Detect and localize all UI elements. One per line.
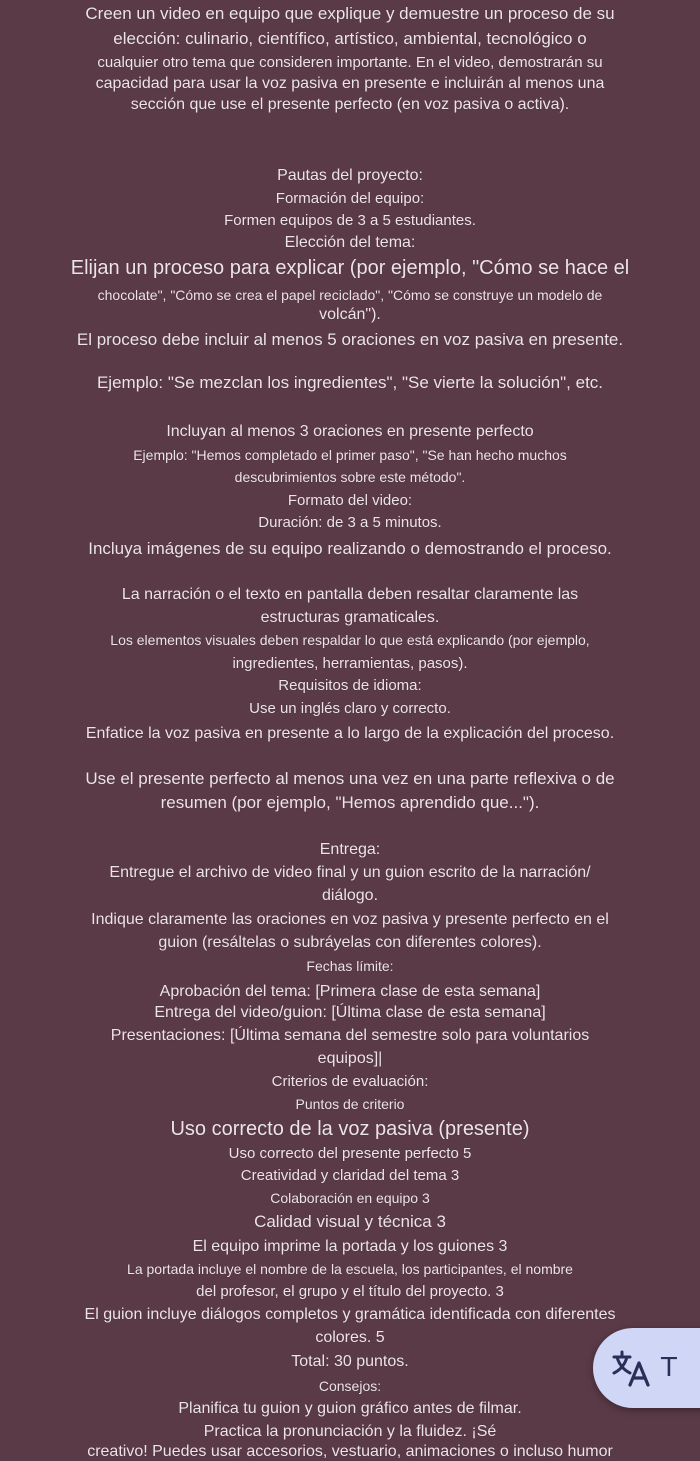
text-line: del profesor, el grupo y el título del proyecto. 3	[196, 1283, 504, 1300]
text-line: La portada incluye el nombre de la escuela, los participantes, el nombre	[127, 1261, 573, 1277]
text-line: volcán").	[319, 306, 381, 323]
text-line: cualquier otro tema que consideren importante. En el video, demostrarán su	[97, 54, 603, 71]
text-line: Uso correcto de la voz pasiva (presente)	[170, 1118, 530, 1140]
text-line: Formen equipos de 3 a 5 estudiantes.	[224, 212, 476, 229]
section-heading: Criterios de evaluación:	[271, 1073, 429, 1090]
text-line: Ejemplo: "Hemos completado el primer paso", "Se han hecho muchos	[133, 447, 567, 463]
text-line: El equipo imprime la portada y los guiones 3	[192, 1238, 508, 1255]
text-line: equipos]|	[317, 1050, 383, 1067]
text-line: colores. 5	[315, 1329, 385, 1346]
text-line: elección: culinario, científico, artístico, ambiental, tecnológico o	[113, 29, 587, 48]
section-heading: Formación del equipo:	[275, 190, 425, 207]
text-line: resumen (por ejemplo, "Hemos aprendido que...").	[160, 793, 540, 812]
text-line: Puntos de criterio	[295, 1096, 405, 1112]
text-line: Use el presente perfecto al menos una vez en una parte reflexiva o de	[85, 769, 615, 788]
text-line: chocolate", "Cómo se crea el papel reciclado", "Cómo se construye un modelo de	[97, 287, 603, 303]
translate-button[interactable]	[593, 1328, 700, 1408]
section-heading: Fechas límite:	[306, 958, 394, 974]
section-heading: Consejos:	[318, 1378, 382, 1394]
text-line: Uso correcto del presente perfecto 5	[228, 1145, 472, 1162]
section-heading: Pautas del proyecto:	[277, 167, 423, 184]
text-line: Calidad visual y técnica 3	[254, 1212, 446, 1231]
section-heading: Entrega:	[319, 841, 381, 858]
section-heading: Formato del video:	[287, 492, 413, 509]
text-line: Incluyan al menos 3 oraciones en presente perfecto	[166, 423, 534, 440]
text-line: Presentaciones: [Última semana del semestre solo para voluntarios	[110, 1027, 590, 1044]
text-line: Incluya imágenes de su equipo realizando o demostrando el proceso.	[88, 539, 612, 558]
text-line: guion (resáltelas o subráyelas con diferentes colores).	[158, 934, 542, 951]
text-line: La narración o el texto en pantalla deben resaltar claramente las	[121, 586, 579, 603]
section-heading: Elección del tema:	[284, 234, 416, 251]
text-line: Total: 30 puntos.	[291, 1353, 409, 1370]
section-heading: Requisitos de idioma:	[278, 677, 422, 694]
text-line: Indique claramente las oraciones en voz pasiva y presente perfecto en el	[91, 911, 609, 928]
text-line: Use un inglés claro y correcto.	[249, 700, 451, 717]
text-line: Aprobación del tema: [Primera clase de esta semana]	[159, 983, 541, 1000]
text-line: diálogo.	[321, 887, 379, 904]
text-line: Entregue el archivo de video final y un guion escrito de la narración/	[109, 864, 591, 881]
text-line: Colaboración en equipo 3	[270, 1190, 430, 1206]
text-line: sección que use el presente perfecto (en voz pasiva o activa).	[130, 96, 570, 113]
text-line: Elijan un proceso para explicar (por ejemplo, "Cómo se hace el	[70, 257, 630, 279]
text-line: descubrimientos sobre este método".	[234, 469, 466, 485]
text-line: Enfatice la voz pasiva en presente a lo largo de la explicación del proceso.	[85, 725, 615, 742]
text-line: Practica la pronunciación y la fluidez. ¡Sé	[203, 1423, 497, 1440]
text-line: El proceso debe incluir al menos 5 oraciones en voz pasiva en presente.	[76, 330, 624, 349]
text-line: estructuras gramaticales.	[260, 609, 440, 626]
text-line: ingredientes, herramientas, pasos).	[232, 655, 468, 672]
text-line: creativo! Puedes usar accesorios, vestuario, animaciones o incluso humor	[87, 1443, 613, 1460]
text-line: Ejemplo: "Se mezclan los ingredientes", "Se vierte la solución", etc.	[96, 373, 604, 392]
translate-label: T	[661, 1353, 677, 1383]
text-line: capacidad para usar la voz pasiva en presente e incluirán al menos una	[95, 75, 605, 92]
text-line: Creen un video en equipo que explique y demuestre un proceso de su	[85, 4, 615, 23]
text-line: Planifica tu guion y guion gráfico antes de filmar.	[178, 1400, 522, 1417]
text-line: El guion incluye diálogos completos y gramática identificada con diferentes	[84, 1306, 616, 1323]
text-line: Los elementos visuales deben respaldar lo que está explicando (por ejemplo,	[110, 632, 590, 648]
text-line: Entrega del video/guion: [Última clase de esta semana]	[154, 1004, 546, 1021]
text-line: Duración: de 3 a 5 minutos.	[258, 514, 442, 531]
translate-icon	[611, 1349, 651, 1387]
text-line: Creatividad y claridad del tema 3	[240, 1167, 460, 1184]
